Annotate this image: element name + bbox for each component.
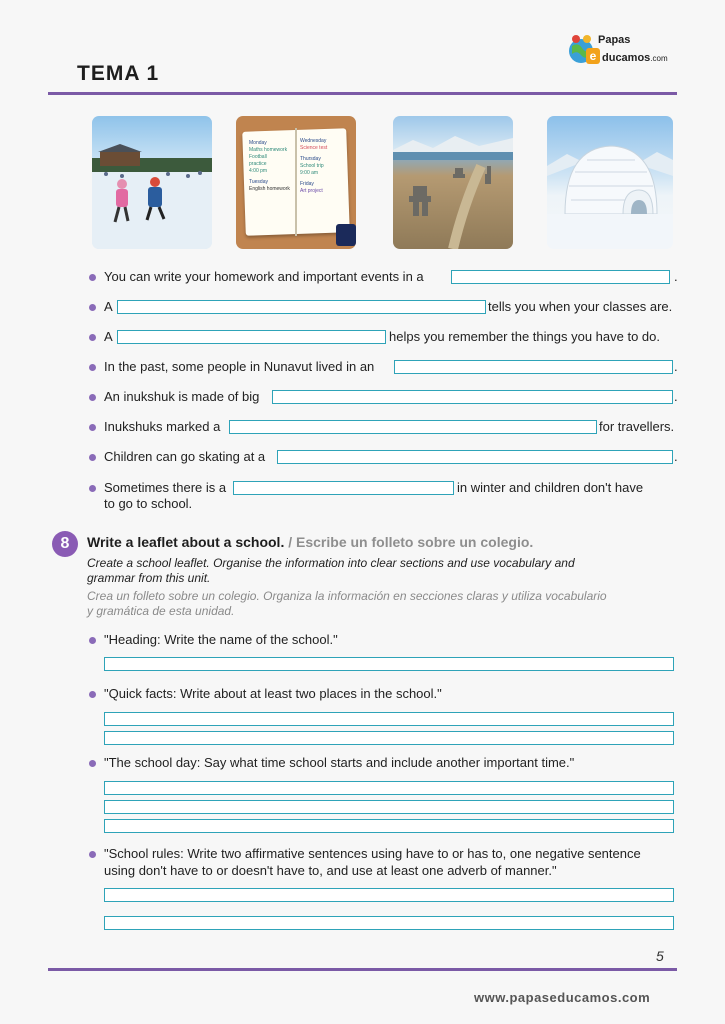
- planner-left-page: Monday Maths homework Football practice 4:00 pm Tuesday English homework: [249, 140, 290, 192]
- blank-answer-box[interactable]: [117, 300, 486, 314]
- bullet: [89, 485, 96, 492]
- page-number: 5: [656, 948, 664, 964]
- blank-answer-box[interactable]: [394, 360, 673, 374]
- logo-text-papas: Papas: [598, 34, 631, 46]
- answer-line[interactable]: [104, 731, 674, 745]
- school-planner-photo: [236, 116, 356, 249]
- sentence-text: In the past, some people in Nunavut lived in an: [104, 359, 375, 374]
- blank-answer-box[interactable]: [451, 270, 670, 284]
- sentence-text-continued: to go to school.: [104, 496, 193, 511]
- leaflet-item-school-day: "The school day: Say what time school starts and include another important time.": [104, 755, 575, 770]
- sentence-text-end: helps you remember the things you have to do.: [389, 329, 660, 344]
- sentence-text: You can write your homework and important events in a: [104, 269, 424, 284]
- answer-line[interactable]: [104, 888, 674, 902]
- bullet: [89, 424, 96, 431]
- papaseducamos-logo: [566, 30, 678, 76]
- sentence-text-end: for travellers.: [599, 419, 675, 434]
- exercise-title-es: Escribe un folleto sobre un colegio.: [296, 534, 534, 550]
- answer-line[interactable]: [104, 712, 674, 726]
- leaflet-item-heading: "Heading: Write the name of the school.": [104, 632, 338, 647]
- answer-line[interactable]: [104, 657, 674, 671]
- inukshuk-photo: [393, 116, 513, 249]
- logo-text-ducamos: ducamos: [602, 52, 651, 64]
- instructions-es: Crea un folleto sobre un colegio. Organiza la información en secciones claras y utiliza vocabulario y gramática de esta unidad.: [87, 589, 607, 618]
- logo-text-com: .com: [650, 54, 668, 63]
- blank-answer-box[interactable]: [277, 450, 673, 464]
- bullet: [89, 454, 96, 461]
- bullet: [89, 760, 96, 767]
- sentence-text: A: [104, 329, 113, 344]
- footer-url[interactable]: www.papaseducamos.com: [474, 990, 651, 1005]
- blank-answer-box[interactable]: [117, 330, 386, 344]
- exercise-title-en: Write a leaflet about a school.: [87, 534, 285, 550]
- bullet: [89, 851, 96, 858]
- leaflet-item-school-rules: "School rules: Write two affirmative sentences using have to or has to, one negative sentence: [104, 846, 641, 861]
- footer-divider: [48, 968, 677, 971]
- igloo-photo: [547, 116, 673, 249]
- bullet: [89, 364, 96, 371]
- exercise-number-badge: 8: [52, 531, 78, 557]
- leaflet-item-quick-facts: "Quick facts: Write about at least two places in the school.": [104, 686, 442, 701]
- bullet: [89, 304, 96, 311]
- bullet: [89, 637, 96, 644]
- answer-line[interactable]: [104, 800, 674, 814]
- blank-answer-box[interactable]: [233, 481, 454, 495]
- answer-line[interactable]: [104, 819, 674, 833]
- sentence-text-end: .: [674, 449, 678, 464]
- sentence-text: Children can go skating at a: [104, 449, 266, 464]
- sentence-text-end: .: [674, 269, 678, 284]
- bullet: [89, 334, 96, 341]
- sentence-text-end: .: [674, 389, 678, 404]
- exercise-title: [87, 534, 533, 550]
- bullet: [89, 394, 96, 401]
- ice-skating-photo: [92, 116, 212, 249]
- instructions-en: Create a school leaflet. Organise the information into clear sections and use vocabulary and grammar from this unit.: [87, 556, 575, 585]
- answer-line[interactable]: [104, 781, 674, 795]
- leaflet-item-school-rules-cont: using don't have to or doesn't have to, and use at least one adverb of manner.": [104, 863, 557, 878]
- bullet: [89, 691, 96, 698]
- sentence-text: A: [104, 299, 113, 314]
- sentence-text-end: tells you when your classes are.: [488, 299, 673, 314]
- sentence-text-end: .: [674, 359, 678, 374]
- sentence-text: An inukshuk is made of big: [104, 389, 260, 404]
- bullet: [89, 274, 96, 281]
- planner-right-page: Wednesday Science test Thursday School trip 9:00 am Friday Art project: [300, 138, 328, 194]
- sentence-text: Sometimes there is a: [104, 480, 227, 495]
- header-divider: [48, 92, 677, 95]
- answer-line[interactable]: [104, 916, 674, 930]
- page-title: TEMA 1: [77, 62, 160, 85]
- sentence-text-end: in winter and children don't have: [457, 480, 644, 495]
- blank-answer-box[interactable]: [272, 390, 673, 404]
- title-separator: /: [288, 534, 293, 550]
- logo-letter-e: e: [586, 48, 600, 64]
- sentence-text: Inukshuks marked a: [104, 419, 221, 434]
- blank-answer-box[interactable]: [229, 420, 597, 434]
